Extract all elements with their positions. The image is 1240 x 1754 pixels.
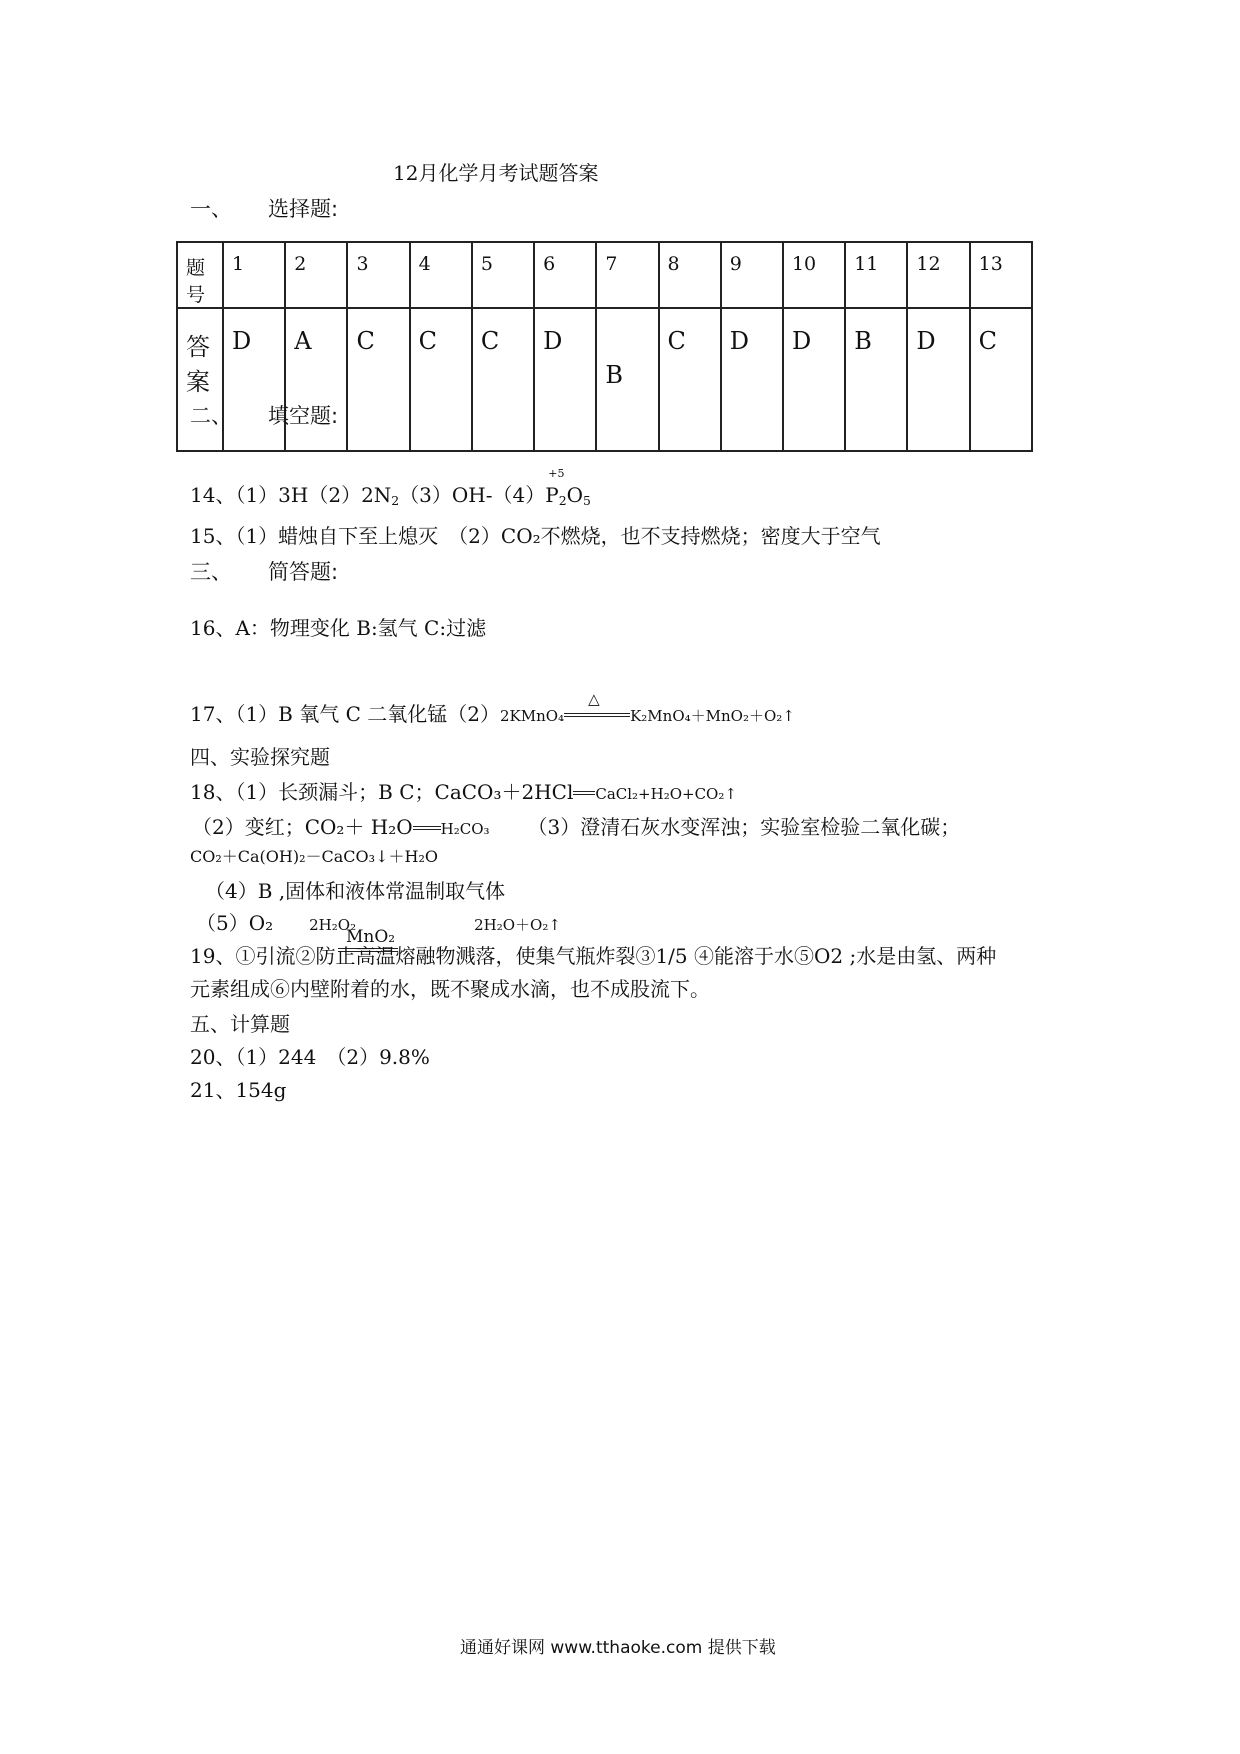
answer-text: （5）O₂ bbox=[196, 911, 274, 935]
section-number: 三、 bbox=[190, 560, 232, 584]
products: H₂CO₃ bbox=[440, 820, 490, 838]
answer-16: 16、A：物理变化 B:氢气 C:过滤 bbox=[190, 616, 487, 640]
valence-mark: +5 bbox=[548, 467, 565, 480]
answer-17 bbox=[190, 689, 795, 727]
answer-18-line-3: CO₂＋Ca(OH)₂－CaCO₃↓＋H₂O bbox=[190, 847, 438, 866]
equals-sign bbox=[573, 789, 595, 799]
table-cell: 13 bbox=[970, 242, 1032, 308]
answer-18-line-4: （4）B ,固体和液体常温制取气体 bbox=[205, 879, 506, 903]
footer-credit: 通通好课网 www.tthaoke.com 提供下载 bbox=[460, 1638, 776, 1658]
reactant: 2KMnO₄ bbox=[499, 707, 565, 725]
section-heading-calc: 五、计算题 bbox=[190, 1012, 290, 1036]
table-cell: 10 bbox=[783, 242, 845, 308]
section-label: 选择题: bbox=[268, 197, 339, 221]
products: CaCl₂+H₂O+CO₂↑ bbox=[595, 785, 737, 803]
answer-19-line-1: 19、①引流②防止高温熔融物溅落，使集气瓶炸裂③1/5 ④能溶于水⑤O2 ;水是由氢、两种 bbox=[190, 944, 997, 968]
table-cell: 12 bbox=[907, 242, 969, 308]
answer-18-line-1 bbox=[190, 776, 737, 805]
section-heading-choice bbox=[190, 193, 338, 223]
table-cell: C bbox=[410, 308, 472, 451]
table-cell: D bbox=[223, 308, 285, 451]
table-cell: 8 bbox=[659, 242, 721, 308]
table-row bbox=[177, 242, 1032, 308]
valence-formula: +5 $P_2O_5$ bbox=[545, 467, 591, 509]
row-header: 题号 bbox=[177, 242, 223, 308]
table-cell: C bbox=[659, 308, 721, 451]
section-heading-fill bbox=[190, 400, 338, 430]
formula-element: O bbox=[566, 483, 583, 507]
answer-20: 20、（1）244 （2）9.8% bbox=[190, 1045, 430, 1069]
section-label: 填空题: bbox=[268, 404, 339, 428]
reaction-arrow bbox=[564, 689, 630, 726]
answer-text: 17、（1）B 氧气 C 二氧化锰（2） bbox=[190, 702, 500, 726]
answer-15: 15、（1）蜡烛自下至上熄灭 （2）CO₂不燃烧，也不支持燃烧；密度大于空气 bbox=[190, 524, 881, 548]
table-cell: 11 bbox=[845, 242, 907, 308]
answer-text: 18、（1）长颈漏斗；B C；CaCO₃＋2HCl bbox=[190, 780, 574, 804]
table-cell: 9 bbox=[721, 242, 783, 308]
answer-text: （3）OH-（4） bbox=[399, 483, 546, 507]
table-cell: D bbox=[721, 308, 783, 451]
equals-sign bbox=[413, 824, 441, 834]
answer-21: 21、154g bbox=[190, 1078, 287, 1102]
section-heading-experiment: 四、实验探究题 bbox=[190, 745, 330, 769]
table-cell: 7 bbox=[596, 242, 658, 308]
table-cell: 5 bbox=[472, 242, 534, 308]
table-cell: C bbox=[970, 308, 1032, 451]
table-cell: A bbox=[285, 308, 347, 451]
table-cell: B bbox=[596, 308, 658, 451]
answer-text: 14、（1）3H（2）2N bbox=[190, 483, 392, 507]
answer-text: （3）澄清石灰水变浑浊；实验室检验二氧化碳； bbox=[527, 815, 961, 839]
products: K₂MnO₄＋MnO₂＋O₂↑ bbox=[630, 707, 795, 725]
catalyst-label: MnO₂ bbox=[346, 927, 396, 947]
table-cell: D bbox=[783, 308, 845, 451]
formula-element: P bbox=[545, 483, 559, 507]
row-header: 答案 bbox=[177, 308, 223, 451]
answer-text: （2）变红；CO₂＋ H₂O bbox=[192, 815, 413, 839]
table-cell: 2 bbox=[285, 242, 347, 308]
table-cell: 3 bbox=[347, 242, 409, 308]
heat-symbol: △ bbox=[588, 689, 600, 708]
table-cell: B bbox=[845, 308, 907, 451]
table-cell: C bbox=[347, 308, 409, 451]
products: 2H₂O＋O₂↑ bbox=[474, 916, 561, 934]
table-cell: D bbox=[534, 308, 596, 451]
page-title: 12月化学月考试题答案 bbox=[393, 161, 599, 185]
section-label: 简答题: bbox=[268, 560, 339, 584]
table-cell: 6 bbox=[534, 242, 596, 308]
section-heading-short bbox=[190, 556, 338, 586]
reactant: 2H₂O₂ bbox=[309, 916, 357, 934]
section-number: 二、 bbox=[190, 404, 232, 428]
table-cell: C bbox=[472, 308, 534, 451]
table-cell: 1 bbox=[223, 242, 285, 308]
section-number: 一、 bbox=[190, 197, 232, 221]
answer-14: 14、$(1)3H(2)2N_2(3)OH-(4)$ +5 $P_2O_5$ bbox=[190, 467, 591, 509]
table-cell: 4 bbox=[410, 242, 472, 308]
answer-18-line-2 bbox=[192, 811, 960, 840]
table-cell: D bbox=[907, 308, 969, 451]
answer-19-line-2: 元素组成⑥内壁附着的水，既不聚成水滴，也不成股流下。 bbox=[190, 977, 710, 1001]
